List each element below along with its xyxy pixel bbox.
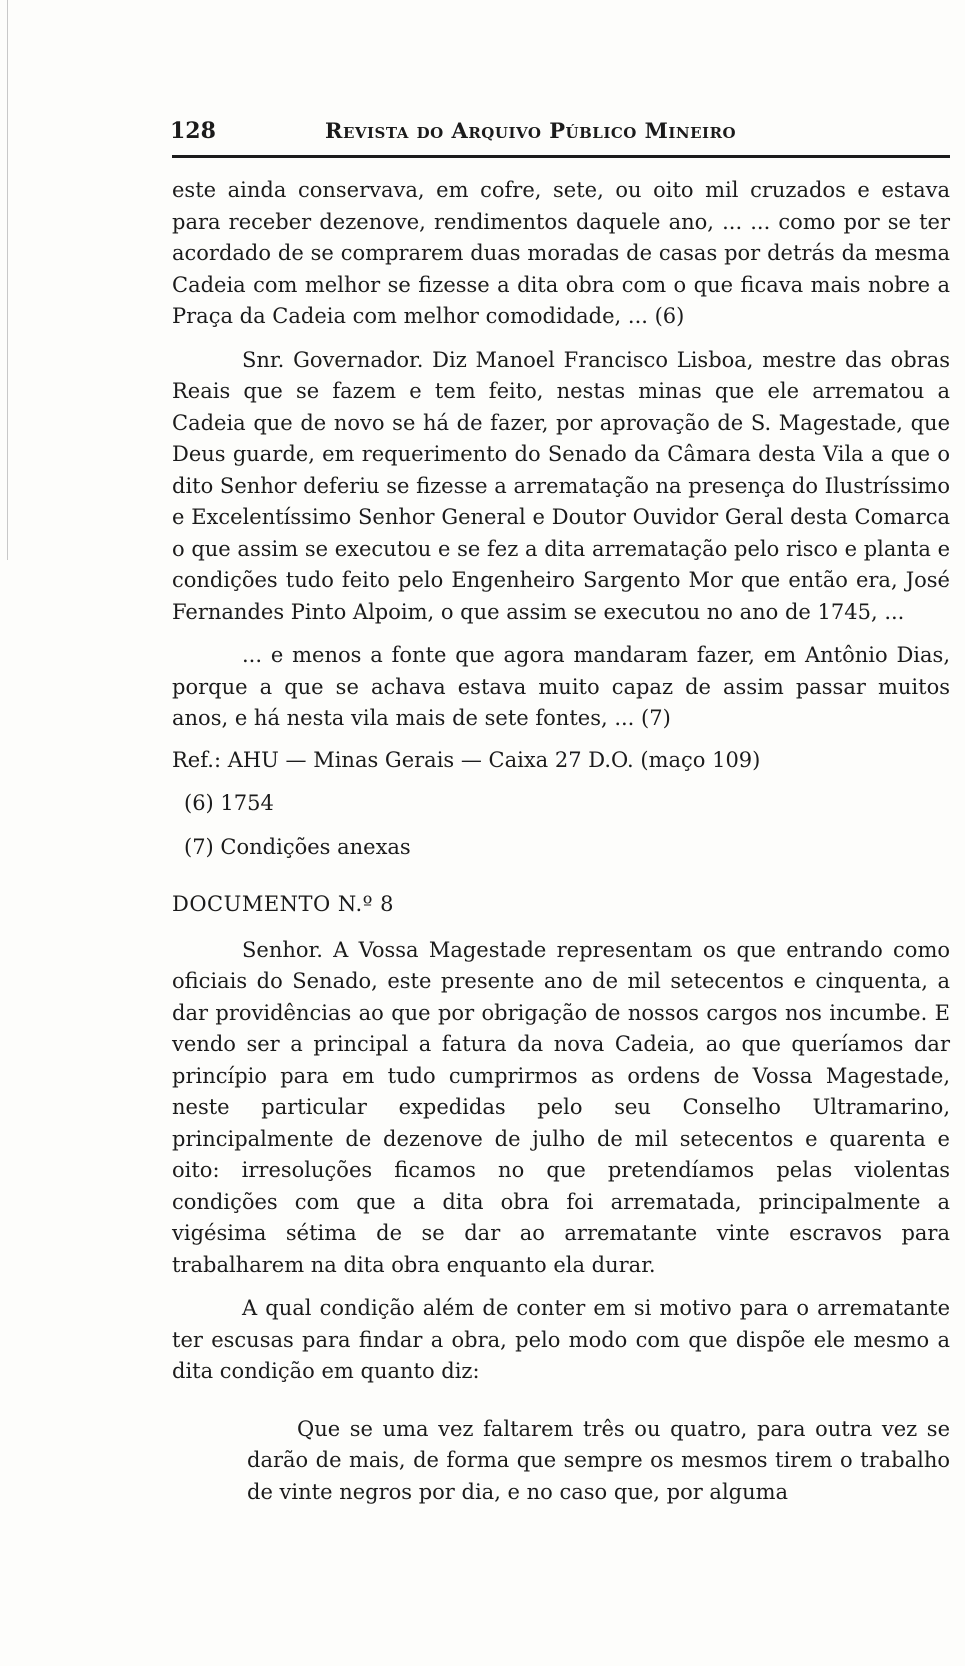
reference-line: Ref.: AHU — Minas Gerais — Caixa 27 D.O. (maço 109) <box>172 747 761 772</box>
page-body <box>172 175 950 1508</box>
document-heading: DOCUMENTO N.º 8 <box>172 892 395 916</box>
page-number: 128 <box>170 118 216 144</box>
footnote-6: (6) 1754 <box>184 791 274 815</box>
paragraph-petition: Snr. Governador. Diz Manoel Francisco Lisboa, mestre das obras Reais que se fazem e tem feito, nestas minas que ele arrematou a Cadeia que de novo se há de fazer, por aprovação de S. Magestade, que Deus guarde, em requerimento do Senado da Câmara desta Vila a que o dito Senhor deferiu se fizesse a arrematação na presença do Ilustríssimo e Excelentíssimo Senhor General e Doutor Ouvidor Geral desta Comarca o que assim se executou e se fez a dita arrematação pelo risco e planta e condições tudo feito pelo Engenheiro Sargento Mor que então era, José Fernandes Pinto Alpoim, o que assim se executou no ano de 1745, ... <box>172 347 950 624</box>
paragraph-condicao: A qual condição além de conter em si motivo para o arrematante ter escusas para findar a obra, pelo modo com que dispõe ele mesmo a dita condição em quanto diz: <box>172 1296 950 1383</box>
footnote-7: (7) Condições anexas <box>184 834 411 859</box>
header-rule <box>172 155 950 158</box>
paragraph-fountain: ... e menos a fonte que agora mandaram fazer, em Antônio Dias, porque a que se achava estava muito capaz de assim passar muitos anos, e há nesta vila mais de sete fontes, ... (7) <box>172 643 950 730</box>
page-header <box>170 118 950 152</box>
paragraph-senhor: Senhor. A Vossa Magestade representam os que entrando como oficiais do Senado, este presente ano de mil setecentos e cinquenta, a dar providências ao que por obrigação de nossos cargos nos incumbe. E vendo ser a principal a fatura da nova Cadeia, ao que queríamos dar princípio para em tudo cumprirmos as ordens de Vossa Magestade, neste particular expedidas pelo seu Conselho Ultramarino, principalmente de dezenove de julho de mil setecentos e quarenta e oito: irresoluções ficamos no que pretendíamos pelas violentas condições com que a dita obra foi arrematada, principalmente a vigésima sétima de se dar ao arrematante vinte escravos para trabalharem na dita obra enquanto ela durar. <box>172 937 950 1277</box>
block-quote: Que se uma vez faltarem três ou quatro, para outra vez se darão de mais, de forma que sempre os mesmos tirem o trabalho de vinte negros por dia, e no caso que, por alguma <box>247 1416 950 1504</box>
paragraph-continuation: este ainda conservava, em cofre, sete, ou oito mil cruzados e estava para receber dezenove, rendimentos daquele ano, ... ... como por se ter acordado de se comprarem duas moradas de casas por detrás da mesma Cadeia com melhor se fizesse a dita obra com o que ficava mais nobre a Praça da Cadeia com melhor comodidade, ... (6) <box>172 178 950 328</box>
running-title: Revista do Arquivo Público Mineiro <box>325 118 737 143</box>
